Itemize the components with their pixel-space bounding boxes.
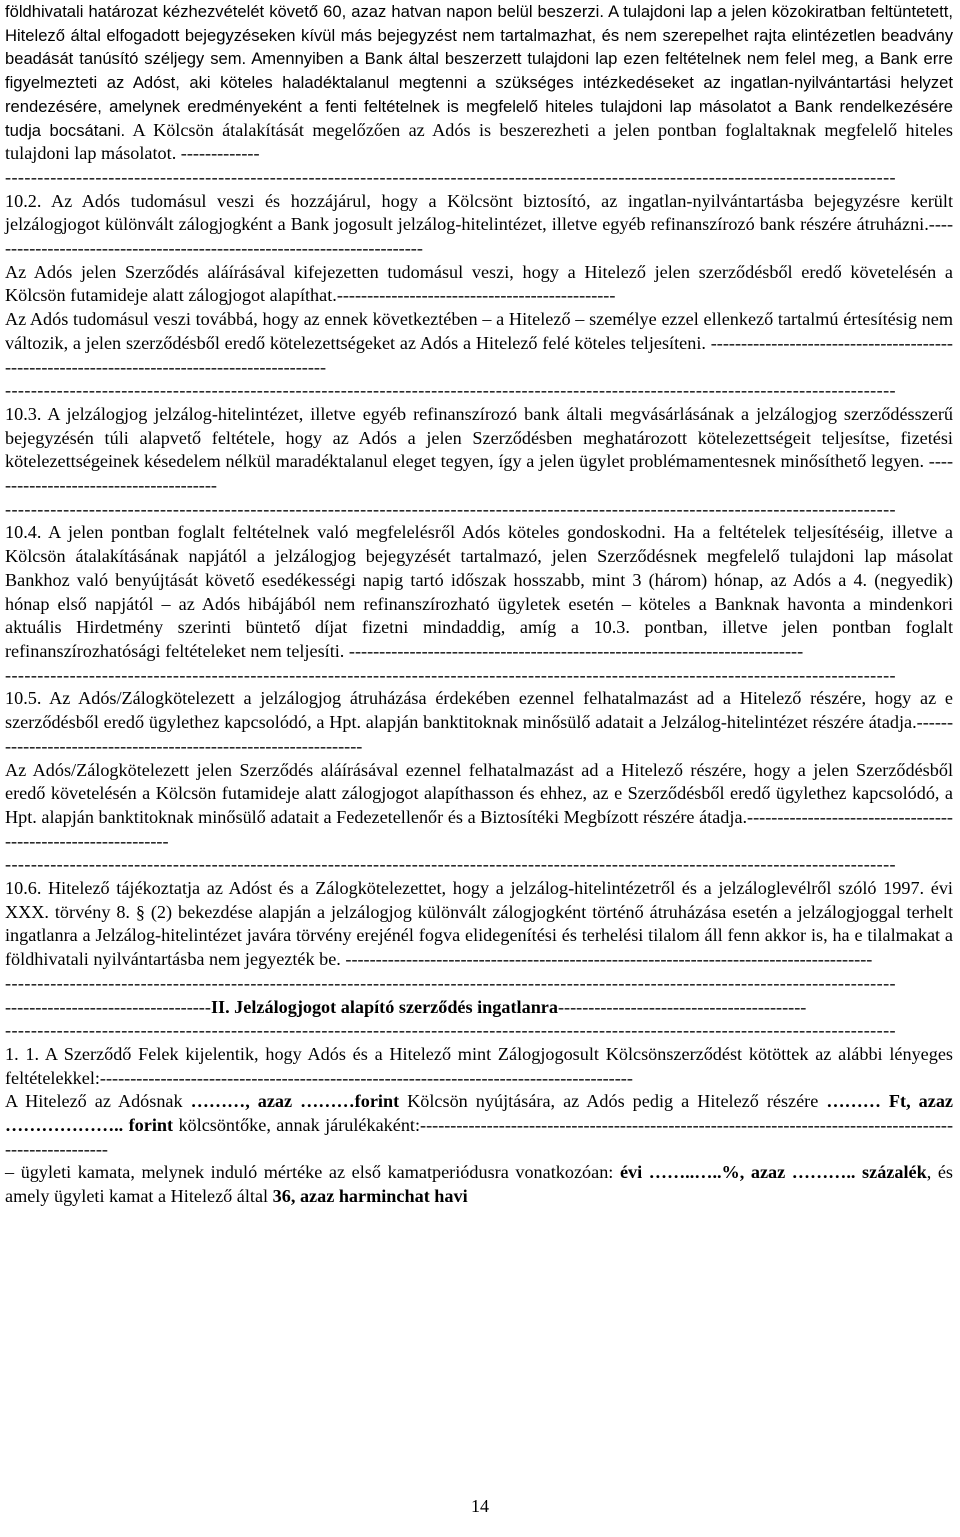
principal-amount-blank: ……… Ft, azaz ……………….. forint [5, 1091, 953, 1136]
dash-separator: ------------------------------------------------------------------------------------------------------------------------------------------ [5, 166, 897, 187]
paragraph-1-1-b-post: kölcsöntőke, annak járulékaként:--------------------------------------------------------------------------------------------------------- [5, 1115, 953, 1159]
paragraph-10-2-a: 10.2. Az Adós tudomásul veszi és hozzájárul, hogy a Kölcsönt biztosító, az ingatlan-nyilvántartásba bejegyzésre került jelzálogjogot különvált zálogjogként a Bank jogosult jelzálog-hitelintézet, illetve egyéb refinanszírozó bank részére átruházni.------------------------------------------------------------------------- [5, 190, 953, 259]
dash-separator: ------------------------------------------------------------------------------------------------------------------------------------------ [5, 498, 897, 519]
dash-separator: ------------------------------------------------------------------------------------------------------------------------------------------ [5, 854, 897, 875]
paragraph-10-4: 10.4. A jelen pontban foglalt feltételnek való megfelelésről Adós köteles gondoskodni. Ha a feltételek teljesítéséig, illetve a Kölcsön átalakításának napjától a jelzálogjog bejegyzését tartalmazó, jelen Szerződésnek megfelelő tulajdoni lap másolat Bankhoz való benyújtását követő esedékességi napig tartó időszak hosszabb, mint 3 (három) hónap, az Adós a 4. (negyedik) hónap első napjától – az Adós hibájából nem refinanszírozható ügyletek esetén – köteles a Banknak havonta a mindenkori aktuális Hirdetmény szerinti büntető díjat fizetni mindaddig, amíg a 10.3. pontban, illetve jelen pontban foglalt refinanszírozhatósági feltételeket nem teljesíti. --------------------------------------------------------------------------- [5, 522, 953, 661]
paragraph-1-1-b-mid: Kölcsön nyújtására, az Adós pedig a Hitelező részére [399, 1091, 827, 1112]
paragraph-1-1-b-pre: A Hitelező az Adósnak [5, 1091, 191, 1112]
page-number: 14 [471, 1496, 489, 1516]
paragraph-1-1-a: 1. 1. A Szerződő Felek kijelentik, hogy Adós és a Hitelező mint Zálogjogosult Kölcsönszerződést kötöttek az alábbi lényeges feltételekkel:---------------------------------------------------------------------------------------- [5, 1043, 953, 1088]
paragraph-1-1-c-mid: , és amely ügyleti kamat a Hitelező által [5, 1162, 954, 1207]
section-heading [5, 996, 953, 1020]
dash-separator: ------------------------------------------------------------------------------------------------------------------------------------------ [5, 664, 897, 685]
paragraph-1-1-b [5, 1090, 953, 1161]
paragraph-10-5-b: Az Adós/Zálogkötelezett jelen Szerződés aláírásával ezennel felhatalmazást ad a Hitelező részére, hogy a jelen Szerződésből eredő követelésén a Kölcsön futamideje alatt zálogjogot alapíthasson és ehhez, az e Szerződésből eredő ügylethez kapcsolódó, a Hpt. alapján banktitoknak minősülő adatait a Fedezetellenőr és a Biztosítéki Megbízott részére átadja.------------------------------------------------------------- [5, 759, 953, 851]
paragraph-1-1-c [5, 1161, 953, 1208]
paragraph-10-3: 10.3. A jelzálogjog jelzálog-hitelintézet, illetve egyéb refinanszírozó bank általi megvásárlásának a jelzálogjog szerződésszerű bejegyzésén túli alapvető feltétele, hogy az Adós a jelen Szerződésben meghatározott kötelezettségeit teljesítse, fizetési kötelezettségeinek késedelem nélkül maradéktalanul eleget tegyen, így a jelen ügylet problémamentesnek minősíthető legyen. --------------------------------------- [5, 403, 953, 496]
dash-separator: ------------------------------------------------------------------------------------------------------------------------------------------ [5, 1020, 897, 1041]
paragraph-intro [5, 0, 953, 166]
paragraph-1-1-c-pre: – ügyleti kamata, melynek induló mértéke az első kamatperiódusra vonatkozóan: [5, 1162, 620, 1183]
section-heading-dashes-right: ----------------------------------------- [557, 996, 807, 1017]
paragraph-10-6: 10.6. Hitelező tájékoztatja az Adóst és a Zálogkötelezettet, hogy a jelzálog-hitelintézetről és a jelzáloglevélről szóló 1997. évi XXX. törvény 8. § (2) bekezdése alapján a jelzálogjog különvált zálogjogként történő átruházása esetén a jelzálogjoggal terhelt ingatlanra a Jelzálog-hitelintézet javára törvény erejénél fogva elidegenítési és terhelési tilalom áll fenn akkor is, ha e tilalmakat a földhivatali nyilvántartásba nem jegyezték be. --------------------------------------------------------------------------------------- [5, 878, 953, 970]
paragraph-intro-sans-text: földhivatali határozat kézhezvételét követő 60, azaz hatvan napon belül beszerzi. A tulajdoni lap a jelen közokiratban feltüntetett, Hitelező által elfogadott bejegyzéseken kívül más bejegyzést nem tartalmazhat, és nem szerepelhet rajta elintézetlen beadvány beadását tanúsító széljegy sem. Amennyiben a Bank által beszerzett tulajdoni lap ezen feltételnek nem felel meg, a Bank erre figyelmezteti az Adóst, aki köteles haladéktalanul megtenni a szükséges intézkedéseket az ingatlan-nyilvántartási helyzet rendezésére, amelynek eredményeként a fenti feltételnek is megfelelő hiteles tulajdoni lap másolatot a Bank rendelkezésére tudja bocsátani. [5, 2, 953, 140]
document-page [5, 0, 953, 1209]
paragraph-intro-serif-text: A Kölcsön átalakítását megelőzően az Adós is beszerezheti a jelen pontban foglaltaknak megfelelő hiteles tulajdoni lap másolatot. ------------- [5, 119, 953, 164]
dash-separator: ------------------------------------------------------------------------------------------------------------------------------------------ [5, 380, 897, 401]
dash-separator: ------------------------------------------------------------------------------------------------------------------------------------------ [5, 972, 897, 993]
paragraph-10-2-c: Az Adós tudomásul veszi továbbá, hogy az ennek következtében – a Hitelező – személye ezzel ellenkező tartalmú értesítésig nem változik, a jelen szerződésből eredő kötelezettségeket az Adós a Hitelező felé köteles teljesíteni. --------------------------------------------------------------------------------------------- [5, 309, 953, 377]
section-heading-dashes-left: ---------------------------------- [5, 996, 211, 1017]
paragraph-10-5-a: 10.5. Az Adós/Zálogkötelezett a jelzálogjog átruházása érdekében ezennel felhatalmazást ad a Hitelező részére, hogy az e szerződésből eredő ügylethez kapcsolódó, a Hpt. alapján banktitoknak minősülő adatait a Jelzálog-hitelintézet részére átadja.----------------------------------------------------------------- [5, 688, 953, 756]
section-heading-title: II. Jelzálogjogot alapító szerződés ingatlanra [210, 996, 558, 1017]
loan-amount-blank: ………, azaz ………forint [190, 1091, 400, 1112]
interest-rate-blank: évi ……..…..%, azaz ……….. százalék [619, 1162, 927, 1183]
interest-period: 36, azaz harminchat havi [272, 1186, 468, 1207]
paragraph-10-2-b: Az Adós jelen Szerződés aláírásával kifejezetten tudomásul veszi, hogy a Hitelező jelen szerződésből eredő követelésén a Kölcsön futamideje alatt zálogjogot alapíthat.---------------------------------------------- [5, 261, 953, 306]
